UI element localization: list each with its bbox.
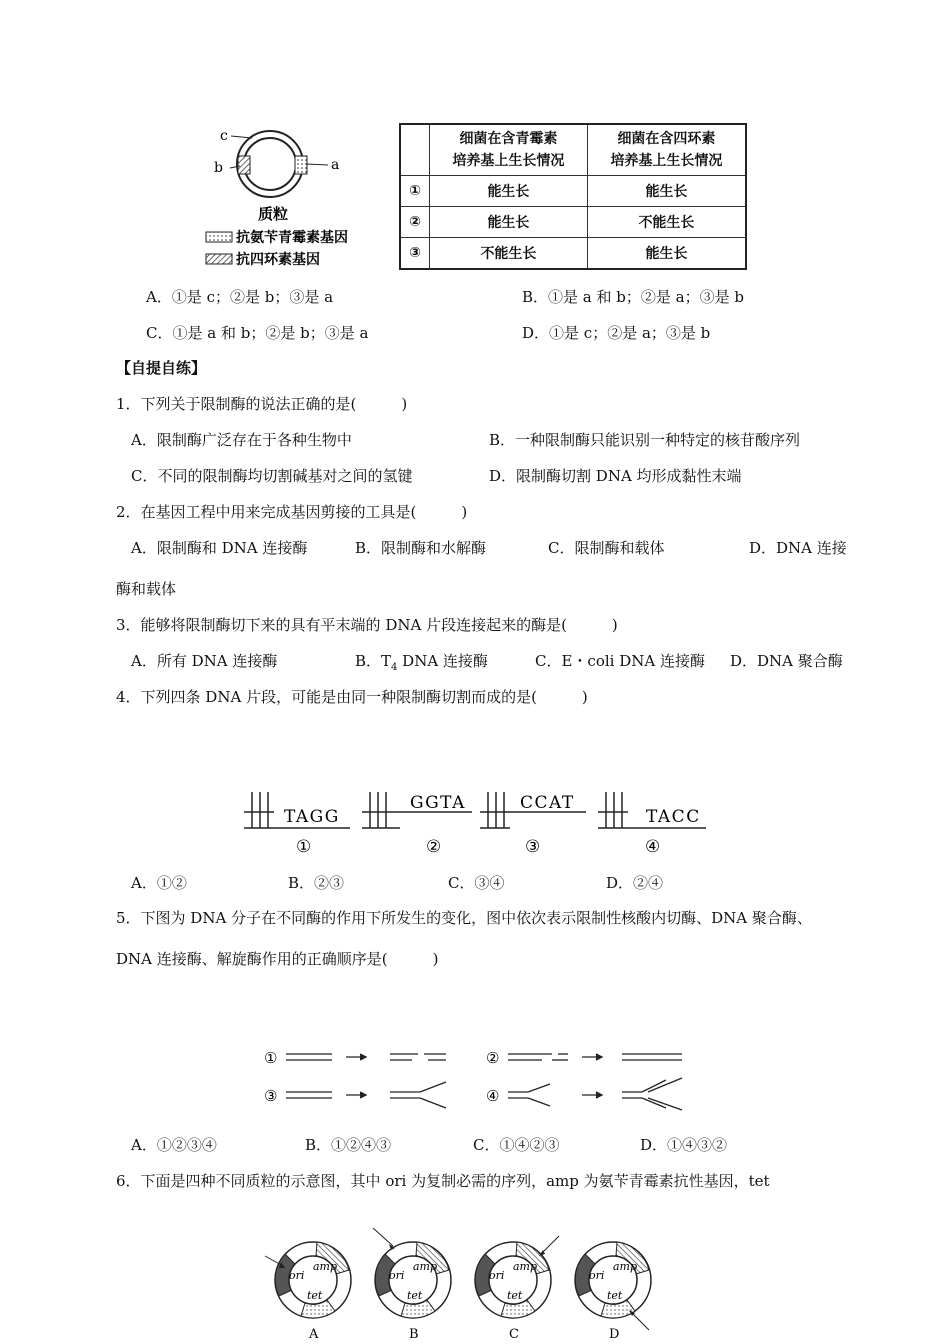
fragment-1-num: ① — [296, 837, 312, 857]
growth-table — [399, 123, 747, 270]
label-c: c — [220, 128, 228, 144]
q5-option-c: C．①④②③ — [473, 1136, 560, 1154]
fragment-2-seq: GGTA — [410, 793, 466, 813]
dotted-segment — [295, 156, 307, 174]
fragment-4-num: ④ — [645, 837, 661, 857]
legend-ampicillin: 抗氨苄青霉素基因 — [236, 230, 348, 246]
plasmid-label-a: A — [309, 1327, 319, 1342]
section-title: 【自提自练】 — [116, 359, 207, 377]
q2-option-d: D．DNA 连接 — [749, 539, 847, 557]
q5-option-a: A．①②③④ — [131, 1136, 217, 1154]
plasmid-label-c: C — [509, 1327, 519, 1342]
q6-stem: 6．下面是四种不同质粒的示意图，其中 ori 为复制必需的序列，amp 为氨苄青霉素抗性基因，tet — [116, 1172, 770, 1190]
q3-stem: 3．能够将限制酶切下来的具有平末端的 DNA 片段连接起来的酶是( ) — [116, 616, 618, 634]
panel-4-num: ④ — [486, 1087, 500, 1105]
table-header-penicillin: 细菌在含青霉素 培养基上生长情况 — [430, 124, 588, 175]
table-row: ① 能生长 能生长 — [400, 175, 746, 206]
svg-text:ori: ori — [389, 1269, 405, 1282]
q2-option-d-cont: 酶和载体 — [116, 580, 177, 598]
q3-option-c: C．E・coli DNA 连接酶 — [535, 652, 705, 670]
plasmid-label-d: D — [609, 1327, 620, 1342]
svg-text:ori: ori — [589, 1269, 605, 1282]
svg-text:tet: tet — [307, 1289, 323, 1302]
plasmid-label-b: B — [409, 1327, 419, 1342]
q2-option-b: B．限制酶和水解酶 — [355, 539, 487, 557]
option-a: A．①是 c；②是 b；③是 a — [146, 288, 334, 306]
q5-stem-line1: 5．下图为 DNA 分子在不同酶的作用下所发生的变化，图中依次表示限制性核酸内切酶、DNA 聚合酶、 — [116, 909, 812, 927]
svg-text:tet: tet — [607, 1289, 623, 1302]
table-row: ③ 不能生长 能生长 — [400, 237, 746, 269]
option-b: B．①是 a 和 b；②是 a；③是 b — [522, 288, 744, 306]
legend-tetracycline: 抗四环素基因 — [236, 252, 320, 268]
q1-option-c: C．不同的限制酶均切割碱基对之间的氢键 — [131, 467, 413, 485]
option-c: C．①是 a 和 b；②是 b；③是 a — [146, 324, 369, 342]
q2-option-c: C．限制酶和载体 — [548, 539, 665, 557]
q3-option-b: B．$T_4$ DNA 连接酶 — [355, 652, 488, 673]
q5-stem-line2: DNA 连接酶、解旋酶作用的正确顺序是( ) — [116, 950, 439, 968]
q4-option-b: B．②③ — [288, 874, 345, 892]
svg-text:amp: amp — [313, 1260, 338, 1273]
q4-stem: 4．下列四条 DNA 片段，可能是由同一种限制酶切割而成的是( ) — [116, 688, 588, 706]
table-header-tetracycline: 细菌在含四环素 培养基上生长情况 — [587, 124, 746, 175]
fragment-2-num: ② — [426, 837, 442, 857]
q1-option-b: B．一种限制酶只能识别一种特定的核苷酸序列 — [489, 431, 801, 449]
fragment-1-seq: TAGG — [284, 807, 340, 827]
table-row: ② 能生长 不能生长 — [400, 206, 746, 237]
panel-3-num: ③ — [264, 1087, 278, 1105]
label-b: b — [214, 160, 223, 176]
q2-option-a: A．限制酶和 DNA 连接酶 — [131, 539, 308, 557]
svg-text:amp: amp — [513, 1260, 538, 1273]
fragment-3-num: ③ — [525, 837, 541, 857]
q2-stem: 2．在基因工程中用来完成基因剪接的工具是( ) — [116, 503, 468, 521]
q3-option-a: A．所有 DNA 连接酶 — [131, 652, 278, 670]
q1-option-d: D．限制酶切割 DNA 均形成黏性末端 — [489, 467, 742, 485]
svg-text:tet: tet — [407, 1289, 423, 1302]
svg-text:amp: amp — [413, 1260, 438, 1273]
dna-fragments-figure — [240, 788, 710, 858]
q4-option-c: C．③④ — [448, 874, 505, 892]
svg-text:ori: ori — [489, 1269, 505, 1282]
fragment-4-seq: TACC — [646, 807, 701, 827]
q1-option-a: A．限制酶广泛存在于各种生物中 — [131, 431, 352, 449]
q5-option-b: B．①②④③ — [305, 1136, 392, 1154]
svg-text:amp: amp — [613, 1260, 638, 1273]
label-a: a — [331, 157, 340, 173]
q5-option-d: D．①④③② — [640, 1136, 728, 1154]
q4-option-a: A．①② — [131, 874, 187, 892]
hatched-segment — [238, 156, 250, 174]
panel-2-num: ② — [486, 1049, 500, 1067]
enzyme-action-figure — [262, 1044, 692, 1114]
plasmid-caption: 质粒 — [258, 205, 289, 223]
plasmid-figure — [200, 122, 380, 272]
option-d: D．①是 c；②是 a；③是 b — [522, 324, 711, 342]
four-plasmids-figure — [255, 1225, 665, 1342]
q3-option-d: D．DNA 聚合酶 — [730, 652, 843, 670]
panel-1-num: ① — [264, 1049, 278, 1067]
svg-text:tet: tet — [507, 1289, 523, 1302]
fragment-3-seq: CCAT — [520, 793, 575, 813]
svg-text:ori: ori — [289, 1269, 305, 1282]
q4-option-d: D．②④ — [606, 874, 664, 892]
q1-stem: 1．下列关于限制酶的说法正确的是( ) — [116, 395, 408, 413]
